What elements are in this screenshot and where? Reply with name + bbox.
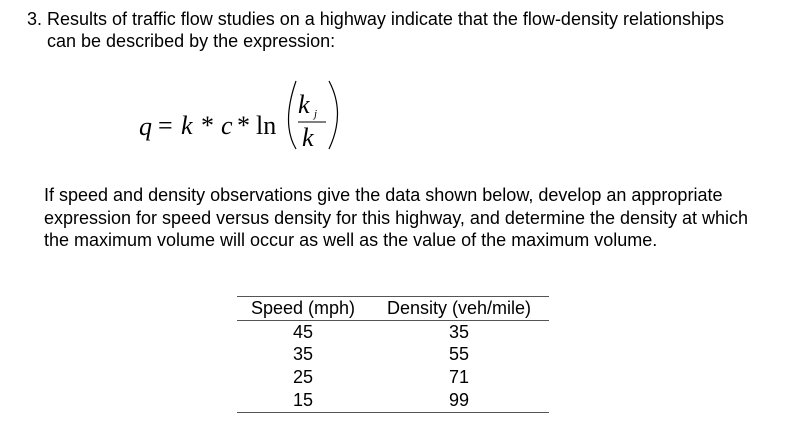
equation-left-parenthesis (289, 81, 297, 149)
table-row (237, 343, 549, 366)
equation-denominator-k: k (302, 123, 314, 152)
table-row (237, 320, 549, 343)
equation-q: q (139, 112, 152, 141)
speed-cell: 45 (292, 321, 314, 342)
equation-star-2: * (237, 111, 250, 140)
equation-equals: = (158, 111, 173, 140)
equation-star-1: * (201, 111, 214, 140)
speed-cell: 25 (292, 367, 314, 388)
speed-cell: 35 (292, 344, 314, 365)
equation-right-parenthesis (329, 81, 338, 149)
table-row (237, 366, 549, 389)
equation-numerator-subscript: j (314, 108, 318, 120)
density-cell: 55 (448, 344, 470, 365)
equation-k: k (181, 111, 193, 140)
table-header (237, 297, 549, 321)
density-cell: 35 (448, 321, 470, 342)
table-row (237, 389, 549, 412)
equation-c: c (221, 111, 233, 140)
problem-intro: Results of traffic flow studies on a highway indicate that the flow-density relationships can be described by the expression: (47, 9, 725, 51)
density-cell: 99 (369, 389, 549, 412)
table-body (237, 320, 549, 412)
problem-body: If speed and density observations give the data shown below, develop an appropriate expression for speed versus density for this highway, and determine the density at which the maximum volume will occur as well as the value of the maximum volume. (44, 185, 749, 250)
density-column-header: Density (veh/mile) (369, 297, 549, 321)
problem-number: 3. (27, 9, 43, 29)
equation-ln: ln (256, 111, 277, 140)
table-header-row (237, 297, 549, 321)
speed-cell: 15 (237, 389, 369, 412)
speed-column-header: Speed (mph) (237, 297, 369, 321)
flow-density-equation (0, 0, 792, 170)
density-cell: 71 (448, 367, 470, 388)
equation-numerator-k: k (298, 90, 310, 119)
speed-density-table (237, 296, 549, 413)
